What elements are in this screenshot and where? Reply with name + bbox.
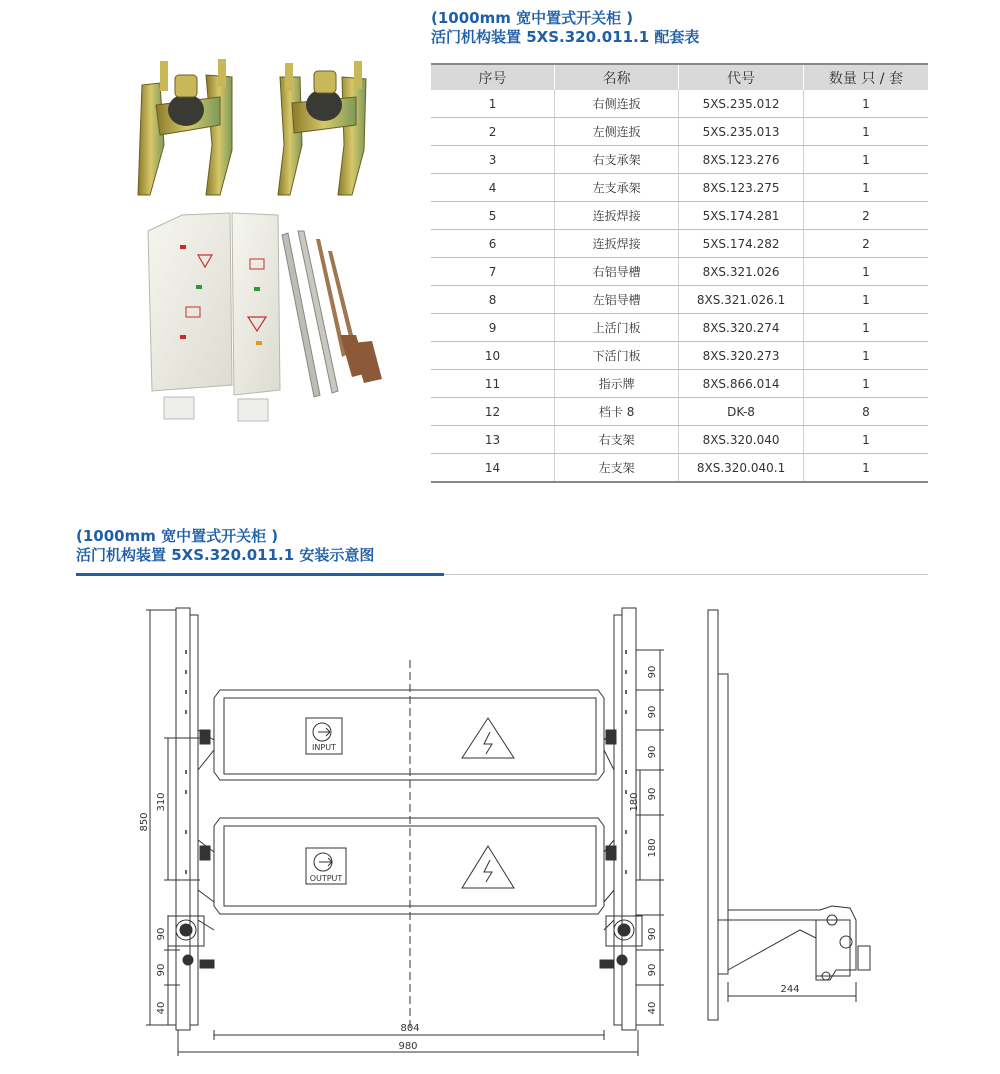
cell-name: 左支架	[555, 454, 679, 483]
cell-code: 8XS.320.040.1	[679, 454, 804, 483]
dim-90-right-4: 90	[647, 787, 658, 801]
drawing-title	[76, 527, 374, 565]
output-label: OUTPUT	[309, 874, 343, 883]
cell-index: 6	[431, 230, 555, 258]
drawing-title-line2: 活门机构装置 5XS.320.011.1 安装示意图	[76, 546, 375, 564]
cell-code: 8XS.320.274	[679, 314, 804, 342]
dim-90-left-a: 90	[156, 927, 167, 941]
cell-qty: 1	[803, 146, 928, 174]
table-row	[431, 398, 928, 426]
cell-qty: 1	[803, 90, 928, 118]
product-photo	[120, 55, 420, 425]
dim-90-right-2: 90	[647, 705, 658, 719]
table-row	[431, 342, 928, 370]
table-title-line1: (1000mm 宽中置式开关柜 )	[431, 9, 634, 27]
cell-qty: 1	[803, 370, 928, 398]
cell-qty: 1	[803, 258, 928, 286]
cell-code: 5XS.235.012	[679, 90, 804, 118]
dim-980: 980	[398, 1041, 418, 1052]
cell-code: 8XS.123.276	[679, 146, 804, 174]
cell-qty: 8	[803, 398, 928, 426]
header-index: 序号	[431, 64, 555, 90]
cell-qty: 1	[803, 118, 928, 146]
dim-90-right-3: 90	[647, 745, 658, 759]
dim-40-left: 40	[156, 1001, 167, 1015]
table-header-row	[431, 64, 928, 90]
cell-name: 右侧连扳	[555, 90, 679, 118]
shutter-plates-photo	[148, 213, 280, 421]
cell-code: 8XS.321.026	[679, 258, 804, 286]
cell-name: 指示牌	[555, 370, 679, 398]
cell-name: 右支架	[555, 426, 679, 454]
table-row	[431, 118, 928, 146]
cell-qty: 1	[803, 174, 928, 202]
cell-name: 右铝导槽	[555, 258, 679, 286]
cell-code: 8XS.320.273	[679, 342, 804, 370]
cell-name: 档卡 8	[555, 398, 679, 426]
table-row	[431, 454, 928, 483]
table-row	[431, 370, 928, 398]
header-name: 名称	[555, 64, 679, 90]
table-row	[431, 286, 928, 314]
cell-code: 5XS.174.281	[679, 202, 804, 230]
right-bracket-photo	[278, 61, 366, 195]
cell-name: 左支承架	[555, 174, 679, 202]
parts-table	[431, 63, 928, 483]
table-row	[431, 230, 928, 258]
cell-code: 8XS.866.014	[679, 370, 804, 398]
dim-244: 244	[780, 984, 800, 995]
cell-index: 13	[431, 426, 555, 454]
dim-90-right-6: 90	[647, 963, 658, 977]
header-quantity: 数量 只 / 套	[803, 64, 928, 90]
dim-180-right-a: 180	[629, 792, 640, 812]
cell-name: 左铝导槽	[555, 286, 679, 314]
header-code: 代号	[679, 64, 804, 90]
cell-index: 12	[431, 398, 555, 426]
dim-90-left-b: 90	[156, 963, 167, 977]
dim-180-right-b: 180	[647, 838, 658, 858]
table-row	[431, 202, 928, 230]
cell-qty: 2	[803, 230, 928, 258]
cell-name: 连扳焊接	[555, 230, 679, 258]
drawing-title-line1: (1000mm 宽中置式开关柜 )	[76, 527, 279, 545]
cell-qty: 2	[803, 202, 928, 230]
cell-name: 上活门板	[555, 314, 679, 342]
cell-index: 2	[431, 118, 555, 146]
table-row	[431, 258, 928, 286]
table-title	[431, 9, 699, 47]
table-row	[431, 426, 928, 454]
left-bracket-photo	[138, 59, 232, 195]
dim-850: 850	[139, 812, 150, 832]
cell-code: 8XS.320.040	[679, 426, 804, 454]
cell-qty: 1	[803, 426, 928, 454]
cell-index: 1	[431, 90, 555, 118]
dim-804: 804	[400, 1023, 420, 1034]
installation-drawing	[0, 590, 1000, 1060]
table-row	[431, 314, 928, 342]
table-row	[431, 90, 928, 118]
table-title-line2: 活门机构装置 5XS.320.011.1 配套表	[431, 28, 700, 46]
cell-code: 8XS.123.275	[679, 174, 804, 202]
rails-photo	[282, 231, 382, 397]
table-row	[431, 146, 928, 174]
cell-qty: 1	[803, 454, 928, 483]
cell-index: 4	[431, 174, 555, 202]
cell-code: 5XS.174.282	[679, 230, 804, 258]
cell-name: 下活门板	[555, 342, 679, 370]
dim-40-right: 40	[647, 1001, 658, 1015]
cell-index: 11	[431, 370, 555, 398]
cell-index: 7	[431, 258, 555, 286]
cell-name: 连扳焊接	[555, 202, 679, 230]
dim-90-right-1: 90	[647, 665, 658, 679]
cell-index: 14	[431, 454, 555, 483]
dim-310: 310	[156, 792, 167, 812]
dim-90-right-5: 90	[647, 927, 658, 941]
cell-code: 5XS.235.013	[679, 118, 804, 146]
cell-qty: 1	[803, 286, 928, 314]
cell-name: 右支承架	[555, 146, 679, 174]
cell-qty: 1	[803, 342, 928, 370]
cell-index: 9	[431, 314, 555, 342]
section-divider-accent	[76, 573, 444, 576]
cell-name: 左侧连扳	[555, 118, 679, 146]
cell-index: 3	[431, 146, 555, 174]
cell-qty: 1	[803, 314, 928, 342]
input-label: INPUT	[312, 743, 336, 752]
table-row	[431, 174, 928, 202]
cell-index: 5	[431, 202, 555, 230]
cell-code: 8XS.321.026.1	[679, 286, 804, 314]
cell-index: 10	[431, 342, 555, 370]
cell-code: DK-8	[679, 398, 804, 426]
cell-index: 8	[431, 286, 555, 314]
